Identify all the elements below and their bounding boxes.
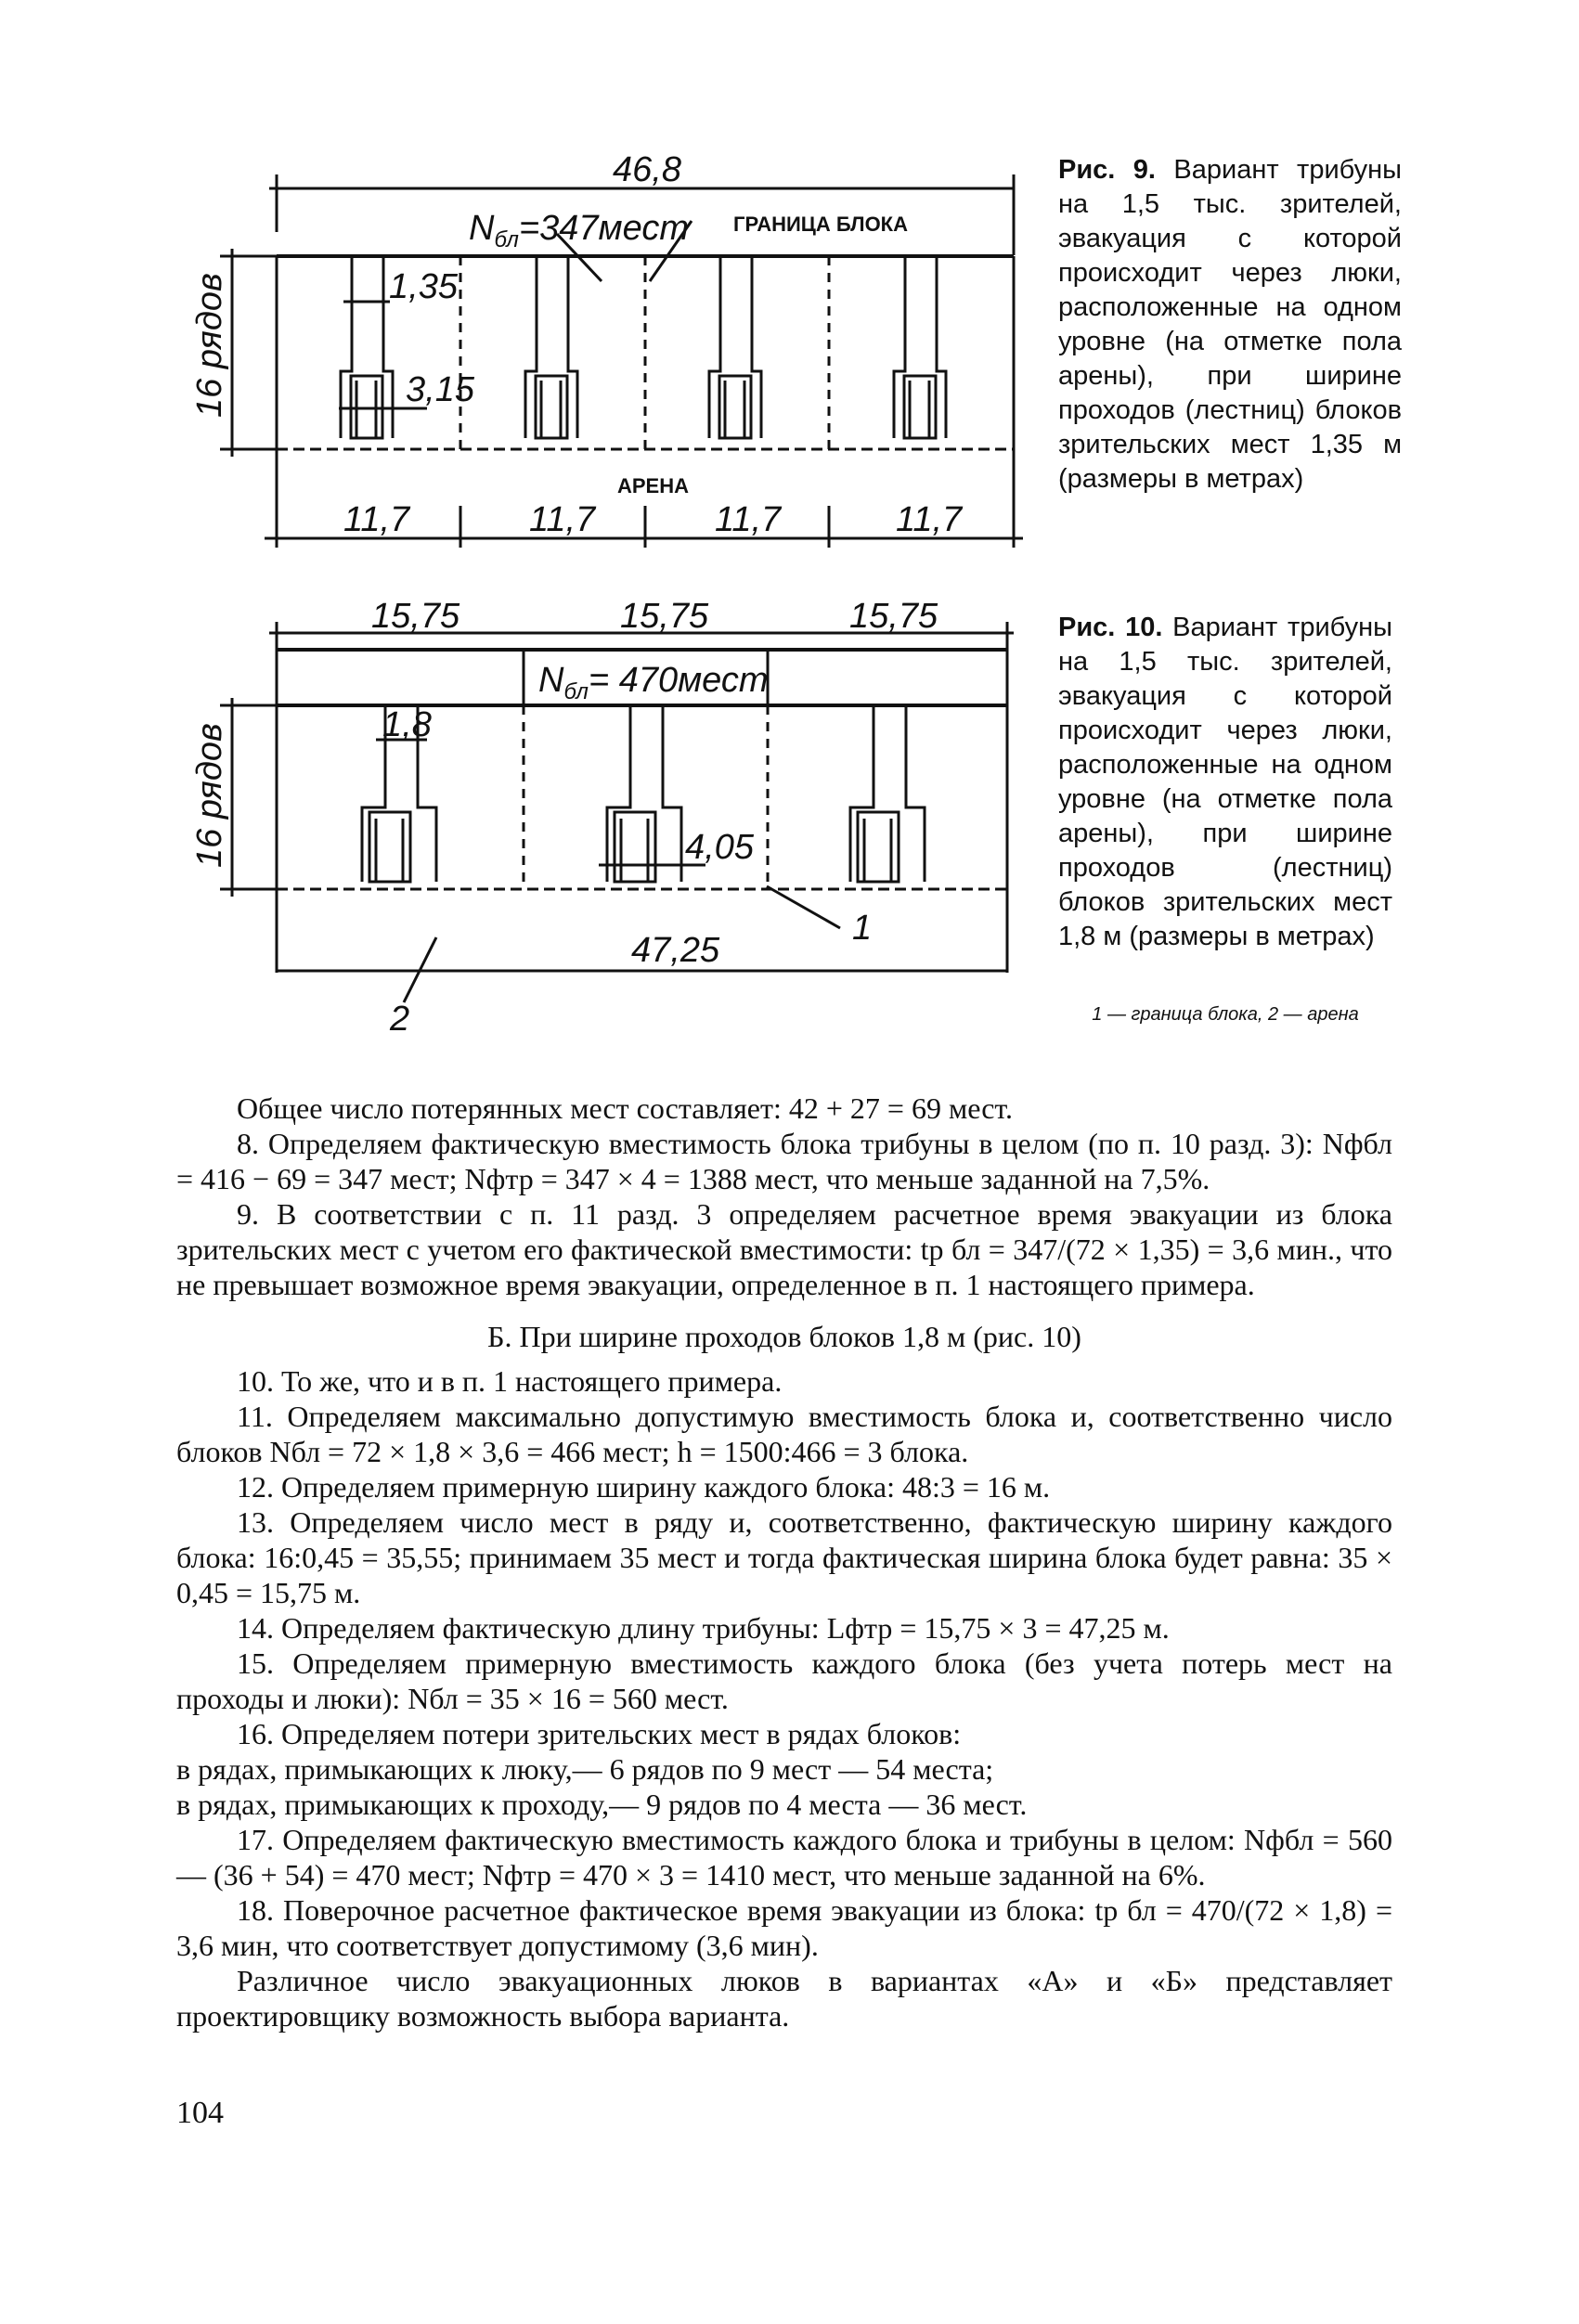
paragraph: 18. Поверочное расчетное фактическое время эвакуации из блока: tр бл = 470/(72 × 1,8) = 3,6 мин, что соответствует допустимому (3,6 мин). (176, 1893, 1392, 1962)
paragraph: 8. Определяем фактическую вместимость блока трибуны в целом (по п. 10 разд. 3): Nфбл = 416 − 69 = 347 мест; Nфтр = 347 × 4 = 1388 мест, что меньше заданной на 7,5%. (176, 1127, 1392, 1195)
fig10-callout-1: 1 (852, 909, 873, 948)
paragraph: в рядах, примыкающих к проходу,— 9 рядов по 4 места — 36 мест. (176, 1788, 1028, 1821)
fig9-block-border-label: ГРАНИЦА БЛОКА (733, 213, 908, 236)
fig9-arena-label: АРЕНА (617, 474, 690, 497)
paragraph: 9. В соответствии с п. 11 разд. 3 определяем расчетное время эвакуации из блока зрительских мест с учетом его фактической вместимости: tр бл = 347/(72 × 1,35) = 3,6 мин., что не превышает возможное время эвакуации, определенное в п. 1 настоящего примера. (176, 1197, 1392, 1301)
fig9-total-width: 46,8 (613, 150, 681, 189)
fig10-seats-label: $N_{бл}=$ 470мест (538, 661, 769, 704)
paragraph: в рядах, примыкающих к люку,— 6 рядов по 9 мест — 54 места; (176, 1752, 994, 1786)
section-heading: Б. При ширине проходов блоков 1,8 м (рис. 10) (487, 1320, 1081, 1353)
figure-10-caption (1058, 611, 1392, 954)
fig9-caption-text: Вариант трибуны на 1,5 тыс. зрителей, эвакуация с которой происходит через люки, расположенные на одном уровне (на отметке пола арены), при ширине проходов (лестниц) блоков зрительских мест 1,35 м (размеры в метрах) (1058, 155, 1402, 494)
paragraph: 12. Определяем примерную ширину каждого блока: 48:3 = 16 м. (237, 1470, 1051, 1504)
fig10-total-length: 47,25 (631, 931, 720, 970)
fig9-seg-4: 11,7 (896, 500, 963, 539)
page-number: 104 (176, 2096, 224, 2130)
fig9-seats-label: $N_{бл}=347мест$ (469, 209, 689, 252)
fig10-dim-aisle: 1,8 (382, 705, 432, 744)
fig9-seg-3: 11,7 (715, 500, 782, 539)
paragraph: 10. То же, что и в п. 1 настоящего примера. (237, 1364, 783, 1398)
fig10-caption-label: Рис. 10. (1058, 613, 1163, 642)
fig10-seg-1: 15,75 (371, 597, 460, 636)
body-text (176, 1091, 1392, 2034)
figure-10-legend: 1 — граница блока, 2 — арена (1092, 1004, 1359, 1025)
paragraph: 11. Определяем максимально допустимую вместимость блока и, соответственно число блоков Nбл = 72 × 1,8 × 3,6 = 466 мест; h = 1500:466 = 3 блока. (176, 1400, 1392, 1468)
paragraph: Общее число потерянных мест составляет: 42 + 27 = 69 мест. (237, 1091, 1013, 1125)
figure-9-caption (1058, 153, 1402, 497)
paragraph: 15. Определяем примерную вместимость каждого блока (без учета потерь мест на проходы и люки): Nбл = 35 × 16 = 560 мест. (176, 1646, 1392, 1715)
fig9-dim-hatch: 3,15 (406, 370, 474, 409)
fig10-caption-text: Вариант трибуны на 1,5 тыс. зрителей, эвакуация с которой происходит через люки, расположенные на одном уровне (на отметке пола арены), при ширине проходов (лестниц) блоков зрительских мест 1,8 м (размеры в метрах) (1058, 613, 1392, 951)
paragraph: Различное число эвакуационных люков в вариантах «А» и «Б» представляет проектировщику возможность выбора варианта. (176, 1964, 1392, 2033)
paragraph: 16. Определяем потери зрительских мест в рядах блоков: (237, 1717, 962, 1750)
fig10-seg-3: 15,75 (849, 597, 938, 636)
fig9-seg-1: 11,7 (343, 500, 410, 539)
fig9-dim-aisle: 1,35 (389, 267, 458, 306)
paragraph: 17. Определяем фактическую вместимость каждого блока и трибуны в целом: Nфбл = 560 — (36 + 54) = 470 мест; Nфтр = 470 × 3 = 1410 мест, что меньше заданной на 6%. (176, 1823, 1392, 1891)
paragraph: 14. Определяем фактическую длину трибуны: Lфтр = 15,75 × 3 = 47,25 м. (237, 1611, 1170, 1645)
fig10-seg-2: 15,75 (620, 597, 709, 636)
fig10-dim-hatch: 4,05 (685, 828, 754, 867)
fig9-caption-label: Рис. 9. (1058, 155, 1156, 185)
fig9-seg-2: 11,7 (529, 500, 596, 539)
paragraph: 13. Определяем число мест в ряду и, соответственно, фактическую ширину каждого блока: 16:0,45 = 35,55; принимаем 35 мест и тогда фактическая ширина блока будет равна: 35 × 0,45 = 15,75 м. (176, 1505, 1392, 1609)
fig10-rows-label: 16 рядов (190, 723, 229, 868)
fig10-callout-2: 2 (390, 1000, 410, 1039)
fig9-rows-label: 16 рядов (190, 273, 229, 418)
